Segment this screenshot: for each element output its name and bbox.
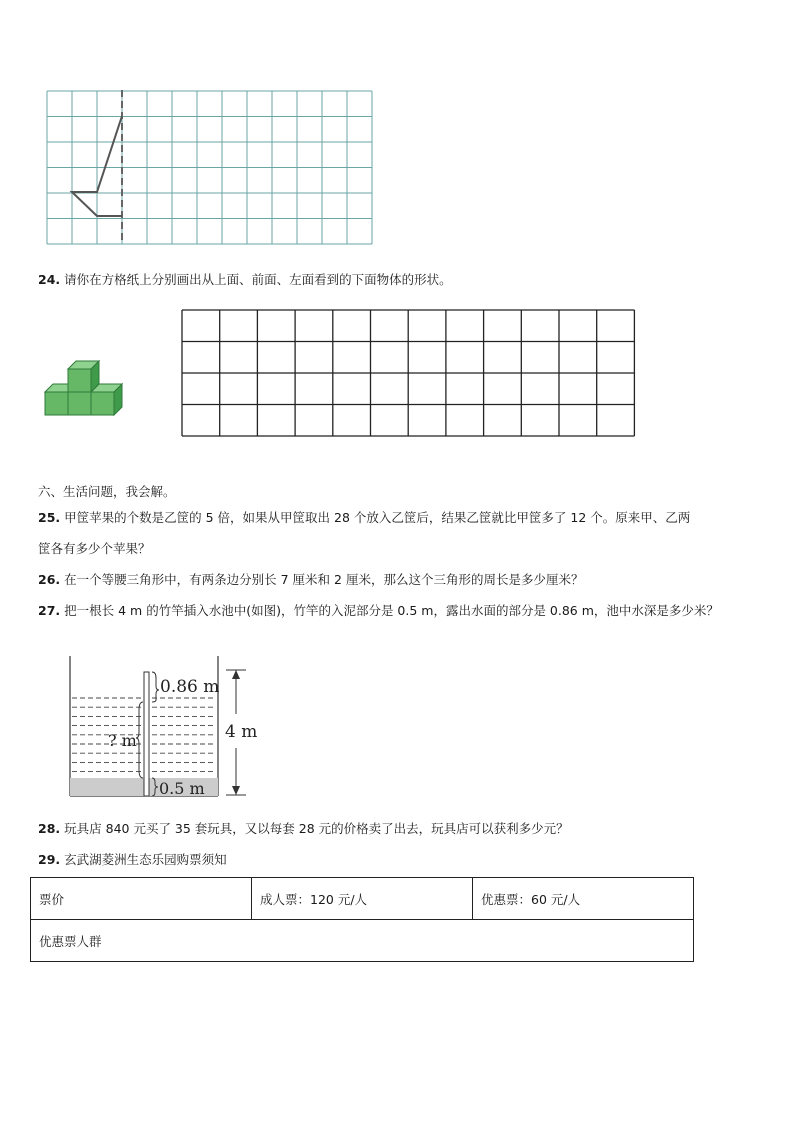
cube-top bbox=[68, 369, 91, 392]
drawing-grid-lines bbox=[182, 310, 634, 436]
question-28: 28. 玩具店 840 元买了 35 套玩具，又以每套 28 元的价格卖了出去，玩具店可以获利多少元？ bbox=[38, 821, 569, 836]
grid-lines bbox=[47, 91, 372, 244]
question-29: 29. 玄武湖菱洲生态乐园购票须知 bbox=[38, 852, 227, 867]
discount-group-cell: 优惠票人群 bbox=[31, 920, 694, 962]
question-27: 27. 把一根长 4 m 的竹竿插入水池中(如图)，竹竿的入泥部分是 0.5 m，露出水面的部分是 0.86 m，池中水深是多少米？ bbox=[38, 603, 719, 618]
adult-price-cell: 成人票：120 元/人 bbox=[252, 878, 473, 920]
ticket-info-table bbox=[30, 877, 694, 962]
question-24: 24. 请你在方格纸上分别画出从上面、前面、左面看到的下面物体的形状。 bbox=[38, 272, 452, 287]
cube-object-figure bbox=[40, 360, 130, 420]
discount-price-cell: 优惠票：60 元/人 bbox=[473, 878, 694, 920]
drawing-grid bbox=[180, 309, 636, 439]
cube-bottom-left bbox=[45, 392, 68, 415]
price-label-cell: 票价 bbox=[31, 878, 252, 920]
section-6-title: 六、生活问题，我会解。 bbox=[38, 484, 176, 499]
symmetry-grid-figure bbox=[44, 88, 378, 246]
question-26: 26. 在一个等腰三角形中，有两条边分别长 7 厘米和 2 厘米，那么这个三角形的周长是多少厘米？ bbox=[38, 572, 584, 587]
mud-depth-label: 0.5 m bbox=[159, 779, 205, 798]
cube-bottom-middle bbox=[68, 392, 91, 415]
table-row bbox=[31, 878, 694, 920]
question-25-line1: 25. 甲筐苹果的个数是乙筐的 5 倍，如果从甲筐取出 28 个放入乙筐后，结果乙筐就比甲筐多了 12 个。原来甲、乙两 bbox=[38, 510, 691, 525]
above-water-label: 0.86 m bbox=[160, 677, 220, 697]
bamboo-pole bbox=[144, 672, 149, 796]
table-row bbox=[31, 920, 694, 962]
question-25-line2: 筐各有多少个苹果？ bbox=[38, 541, 151, 556]
total-length-label: 4 m bbox=[225, 722, 258, 742]
pond-figure bbox=[62, 652, 262, 800]
depth-label: ? m bbox=[108, 731, 137, 750]
cube-bottom-right bbox=[91, 392, 114, 415]
